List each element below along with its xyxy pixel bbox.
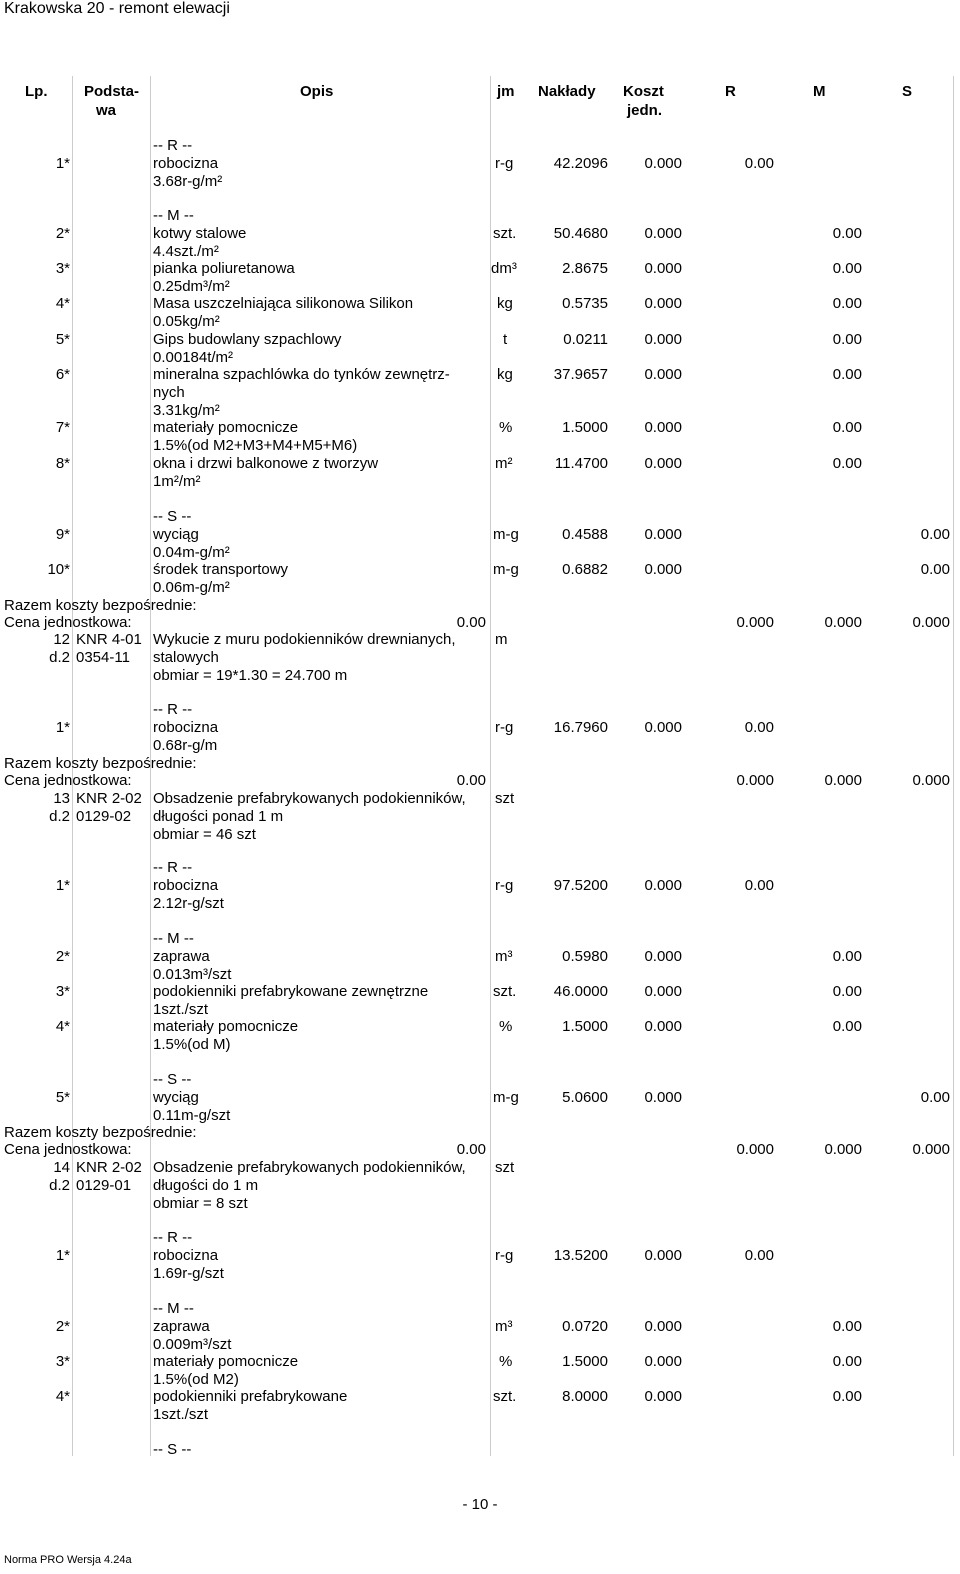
header-lp: Lp. — [25, 83, 48, 100]
row-value-m: 0.00 — [832, 1388, 862, 1405]
row-lp: 3* — [55, 1353, 70, 1370]
header-podstawa: Podsta- — [84, 83, 140, 100]
row-lp: 1* — [55, 155, 70, 172]
row-opis: materiały pomocnicze — [153, 419, 299, 436]
row-value-s: 0.00 — [920, 1089, 950, 1106]
row-lp: 5* — [55, 331, 70, 348]
sum-s: 0.000 — [912, 614, 950, 631]
row-koszt: 0.000 — [644, 155, 682, 172]
position-obmiar: obmiar = 8 szt — [153, 1195, 248, 1212]
section-head-m: -- M -- — [153, 930, 194, 947]
position-number: 13 — [53, 790, 70, 807]
row-norm: 0.00184t/m² — [153, 349, 234, 366]
row-opis: wyciąg — [153, 1089, 199, 1106]
row-lp: 8* — [55, 455, 70, 472]
row-lp: 9* — [55, 526, 70, 543]
row-koszt: 0.000 — [644, 719, 682, 736]
row-lp: 10* — [47, 561, 70, 578]
row-jm: m-g — [493, 1089, 519, 1106]
position-obmiar: obmiar = 46 szt — [153, 826, 256, 843]
position-opis-cont: długości do 1 m — [153, 1177, 259, 1194]
row-jm: r-g — [495, 155, 514, 172]
section-head-r: -- R -- — [153, 859, 193, 876]
row-norm: 0.68r-g/m — [153, 737, 218, 754]
row-norm: 0.06m-g/m² — [153, 579, 230, 596]
row-value-r: 0.00 — [744, 877, 774, 894]
cena-value: 0.00 — [456, 614, 486, 631]
row-opis: robocizna — [153, 1247, 219, 1264]
row-jm: szt. — [493, 983, 517, 1000]
row-opis: środek transportowy — [153, 561, 289, 578]
row-koszt: 0.000 — [644, 295, 682, 312]
row-lp: 2* — [55, 225, 70, 242]
row-lp: 7* — [55, 419, 70, 436]
section-head-m: -- M -- — [153, 207, 194, 224]
position-jm: m — [495, 631, 508, 648]
section-head-s: -- S -- — [153, 1071, 192, 1088]
row-naklady: 5.0600 — [562, 1089, 608, 1106]
row-jm: kg — [497, 366, 513, 383]
row-naklady: 97.5200 — [553, 877, 608, 894]
position-opis-cont: stalowych — [153, 649, 219, 666]
row-value-r: 0.00 — [744, 1247, 774, 1264]
position-opis-cont: długości ponad 1 m — [153, 808, 284, 825]
header-koszt-2: jedn. — [627, 102, 663, 119]
row-koszt: 0.000 — [644, 948, 682, 965]
razem-label: Razem koszty bezpośrednie: — [4, 1124, 197, 1141]
row-opis: podokienniki prefabrykowane — [153, 1388, 348, 1405]
document-title: Krakowska 20 - remont elewacji — [4, 0, 230, 17]
section-head-r: -- R -- — [153, 701, 193, 718]
sum-r: 0.000 — [736, 1141, 774, 1158]
footer-software: Norma PRO Wersja 4.24a — [4, 1554, 132, 1566]
position-opis: Wykucie z muru podokienników drewnianych, — [153, 631, 456, 648]
row-jm: szt. — [493, 1388, 517, 1405]
position-knr: KNR 4-01 — [76, 631, 142, 648]
row-lp: 4* — [55, 1018, 70, 1035]
row-value-m: 0.00 — [832, 948, 862, 965]
sum-s: 0.000 — [912, 772, 950, 789]
row-koszt: 0.000 — [644, 1353, 682, 1370]
row-value-m: 0.00 — [832, 455, 862, 472]
row-lp: 2* — [55, 948, 70, 965]
row-naklady: 0.0720 — [562, 1318, 608, 1335]
section-head-r: -- R -- — [153, 1229, 193, 1246]
row-koszt: 0.000 — [644, 331, 682, 348]
row-naklady: 8.0000 — [562, 1388, 608, 1405]
row-lp: 1* — [55, 877, 70, 894]
row-value-r: 0.00 — [744, 155, 774, 172]
row-opis: Gips budowlany szpachlowy — [153, 331, 342, 348]
row-opis: mineralna szpachlówka do tynków zewnętrz- — [153, 366, 450, 383]
row-norm: 3.31kg/m² — [153, 402, 220, 419]
row-opis: zaprawa — [153, 948, 210, 965]
row-norm: 2.12r-g/szt — [153, 895, 224, 912]
sum-m: 0.000 — [824, 614, 862, 631]
section-head-m: -- M -- — [153, 1300, 194, 1317]
row-value-s: 0.00 — [920, 561, 950, 578]
row-value-m: 0.00 — [832, 260, 862, 277]
row-value-m: 0.00 — [832, 419, 862, 436]
section-head-r: -- R -- — [153, 137, 193, 154]
position-dzial: d.2 — [49, 808, 70, 825]
row-lp: 3* — [55, 983, 70, 1000]
row-opis: wyciąg — [153, 526, 199, 543]
row-value-m: 0.00 — [832, 983, 862, 1000]
row-value-m: 0.00 — [832, 1018, 862, 1035]
row-naklady: 1.5000 — [562, 1018, 608, 1035]
position-number: 12 — [53, 631, 70, 648]
header-naklady: Nakłady — [538, 83, 596, 100]
row-lp: 6* — [55, 366, 70, 383]
position-knr: KNR 2-02 — [76, 1159, 142, 1176]
row-jm: % — [499, 1018, 513, 1035]
row-jm: m³ — [495, 1318, 513, 1335]
row-opis: materiały pomocnicze — [153, 1018, 299, 1035]
row-jm: r-g — [495, 877, 514, 894]
position-dzial: d.2 — [49, 1177, 70, 1194]
row-jm: r-g — [495, 1247, 514, 1264]
row-naklady: 0.6882 — [562, 561, 608, 578]
row-value-s: 0.00 — [920, 526, 950, 543]
header-opis: Opis — [300, 83, 334, 100]
row-norm: 1szt./szt — [153, 1001, 209, 1018]
row-naklady: 46.0000 — [553, 983, 608, 1000]
row-naklady: 42.2096 — [553, 155, 608, 172]
row-koszt: 0.000 — [644, 983, 682, 1000]
row-koszt: 0.000 — [644, 1318, 682, 1335]
header-podstawa-2: wa — [96, 102, 117, 119]
row-norm: 1.5%(od M2) — [153, 1371, 239, 1388]
header-m: M — [813, 83, 826, 100]
row-norm: 0.013m³/szt — [153, 966, 232, 983]
position-knr-number: 0354-11 — [76, 649, 130, 666]
row-lp: 3* — [55, 260, 70, 277]
row-lp: 2* — [55, 1318, 70, 1335]
row-naklady: 0.5980 — [562, 948, 608, 965]
section-head-s: -- S -- — [153, 1441, 192, 1458]
row-naklady: 37.9657 — [553, 366, 608, 383]
row-lp: 1* — [55, 1247, 70, 1264]
cena-label: Cena jednostkowa: — [4, 614, 132, 631]
row-opis: Masa uszczelniająca silikonowa Silikon — [153, 295, 414, 312]
row-koszt: 0.000 — [644, 1018, 682, 1035]
row-value-r: 0.00 — [744, 719, 774, 736]
row-jm: % — [499, 419, 513, 436]
row-value-m: 0.00 — [832, 1318, 862, 1335]
row-naklady: 1.5000 — [562, 1353, 608, 1370]
razem-label: Razem koszty bezpośrednie: — [4, 597, 197, 614]
row-lp: 5* — [55, 1089, 70, 1106]
header-s: S — [902, 83, 913, 100]
row-jm: szt. — [493, 225, 517, 242]
row-norm: 3.68r-g/m² — [153, 173, 223, 190]
row-jm: dm³ — [491, 260, 517, 277]
row-naklady: 1.5000 — [562, 419, 608, 436]
row-opis: robocizna — [153, 155, 219, 172]
row-koszt: 0.000 — [644, 455, 682, 472]
cena-value: 0.00 — [456, 772, 486, 789]
header-koszt: Koszt — [623, 83, 664, 100]
row-value-m: 0.00 — [832, 331, 862, 348]
row-naklady: 0.5735 — [562, 295, 608, 312]
sum-s: 0.000 — [912, 1141, 950, 1158]
row-naklady: 0.0211 — [563, 331, 608, 348]
header-r: R — [725, 83, 736, 100]
page-number: - 10 - — [462, 1496, 498, 1513]
row-norm: 0.05kg/m² — [153, 313, 220, 330]
row-opis: materiały pomocnicze — [153, 1353, 299, 1370]
row-opis: kotwy stalowe — [153, 225, 247, 242]
row-koszt: 0.000 — [644, 526, 682, 543]
column-divider — [490, 76, 491, 1456]
position-number: 14 — [53, 1159, 70, 1176]
position-opis: Obsadzenie prefabrykowanych podokienników, — [153, 1159, 466, 1176]
row-value-m: 0.00 — [832, 295, 862, 312]
row-norm: 1.5%(od M2+M3+M4+M5+M6) — [153, 437, 358, 454]
position-jm: szt — [495, 1159, 515, 1176]
sum-r: 0.000 — [736, 772, 774, 789]
cena-label: Cena jednostkowa: — [4, 772, 132, 789]
row-lp: 4* — [55, 1388, 70, 1405]
row-norm: 0.25dm³/m² — [153, 278, 230, 295]
position-knr-number: 0129-01 — [76, 1177, 132, 1194]
row-value-m: 0.00 — [832, 225, 862, 242]
row-opis: zaprawa — [153, 1318, 210, 1335]
cena-value: 0.00 — [456, 1141, 486, 1158]
row-koszt: 0.000 — [644, 1247, 682, 1264]
row-jm: kg — [497, 295, 513, 312]
row-naklady: 0.4588 — [562, 526, 608, 543]
row-value-m: 0.00 — [832, 366, 862, 383]
row-koszt: 0.000 — [644, 1089, 682, 1106]
row-lp: 1* — [55, 719, 70, 736]
row-norm: 1m²/m² — [153, 473, 201, 490]
row-naklady: 13.5200 — [553, 1247, 608, 1264]
row-opis: podokienniki prefabrykowane zewnętrzne — [153, 983, 429, 1000]
row-naklady: 16.7960 — [553, 719, 608, 736]
row-opis-cont: nych — [153, 384, 185, 401]
cena-label: Cena jednostkowa: — [4, 1141, 132, 1158]
row-koszt: 0.000 — [644, 225, 682, 242]
sum-m: 0.000 — [824, 772, 862, 789]
position-knr-number: 0129-02 — [76, 808, 132, 825]
row-naklady: 50.4680 — [553, 225, 608, 242]
row-norm: 0.04m-g/m² — [153, 544, 230, 561]
position-obmiar: obmiar = 19*1.30 = 24.700 m — [153, 667, 348, 684]
row-koszt: 0.000 — [644, 561, 682, 578]
row-koszt: 0.000 — [644, 877, 682, 894]
row-koszt: 0.000 — [644, 260, 682, 277]
row-koszt: 0.000 — [644, 366, 682, 383]
row-norm: 0.11m-g/szt — [153, 1107, 231, 1124]
column-divider — [953, 76, 954, 1456]
row-jm: m² — [495, 455, 513, 472]
position-opis: Obsadzenie prefabrykowanych podokienników, — [153, 790, 466, 807]
header-jm: jm — [497, 83, 515, 100]
row-jm: m-g — [493, 526, 519, 543]
row-value-m: 0.00 — [832, 1353, 862, 1370]
row-opis: pianka poliuretanowa — [153, 260, 295, 277]
position-jm: szt — [495, 790, 515, 807]
row-opis: robocizna — [153, 719, 219, 736]
row-jm: m-g — [493, 561, 519, 578]
position-knr: KNR 2-02 — [76, 790, 142, 807]
row-norm: 1szt./szt — [153, 1406, 209, 1423]
sum-m: 0.000 — [824, 1141, 862, 1158]
row-koszt: 0.000 — [644, 1388, 682, 1405]
row-jm: r-g — [495, 719, 514, 736]
row-lp: 4* — [55, 295, 70, 312]
sum-r: 0.000 — [736, 614, 774, 631]
row-jm: m³ — [495, 948, 513, 965]
row-opis: okna i drzwi balkonowe z tworzyw — [153, 455, 379, 472]
row-jm: % — [499, 1353, 513, 1370]
row-norm: 1.69r-g/szt — [153, 1265, 224, 1282]
razem-label: Razem koszty bezpośrednie: — [4, 755, 197, 772]
row-opis: robocizna — [153, 877, 219, 894]
row-norm: 1.5%(od M) — [153, 1036, 231, 1053]
row-koszt: 0.000 — [644, 419, 682, 436]
position-dzial: d.2 — [49, 649, 70, 666]
row-naklady: 11.4700 — [554, 455, 608, 472]
section-head-s: -- S -- — [153, 508, 192, 525]
row-jm: t — [503, 331, 508, 348]
row-norm: 4.4szt./m² — [153, 243, 219, 260]
row-norm: 0.009m³/szt — [153, 1336, 232, 1353]
row-naklady: 2.8675 — [562, 260, 608, 277]
